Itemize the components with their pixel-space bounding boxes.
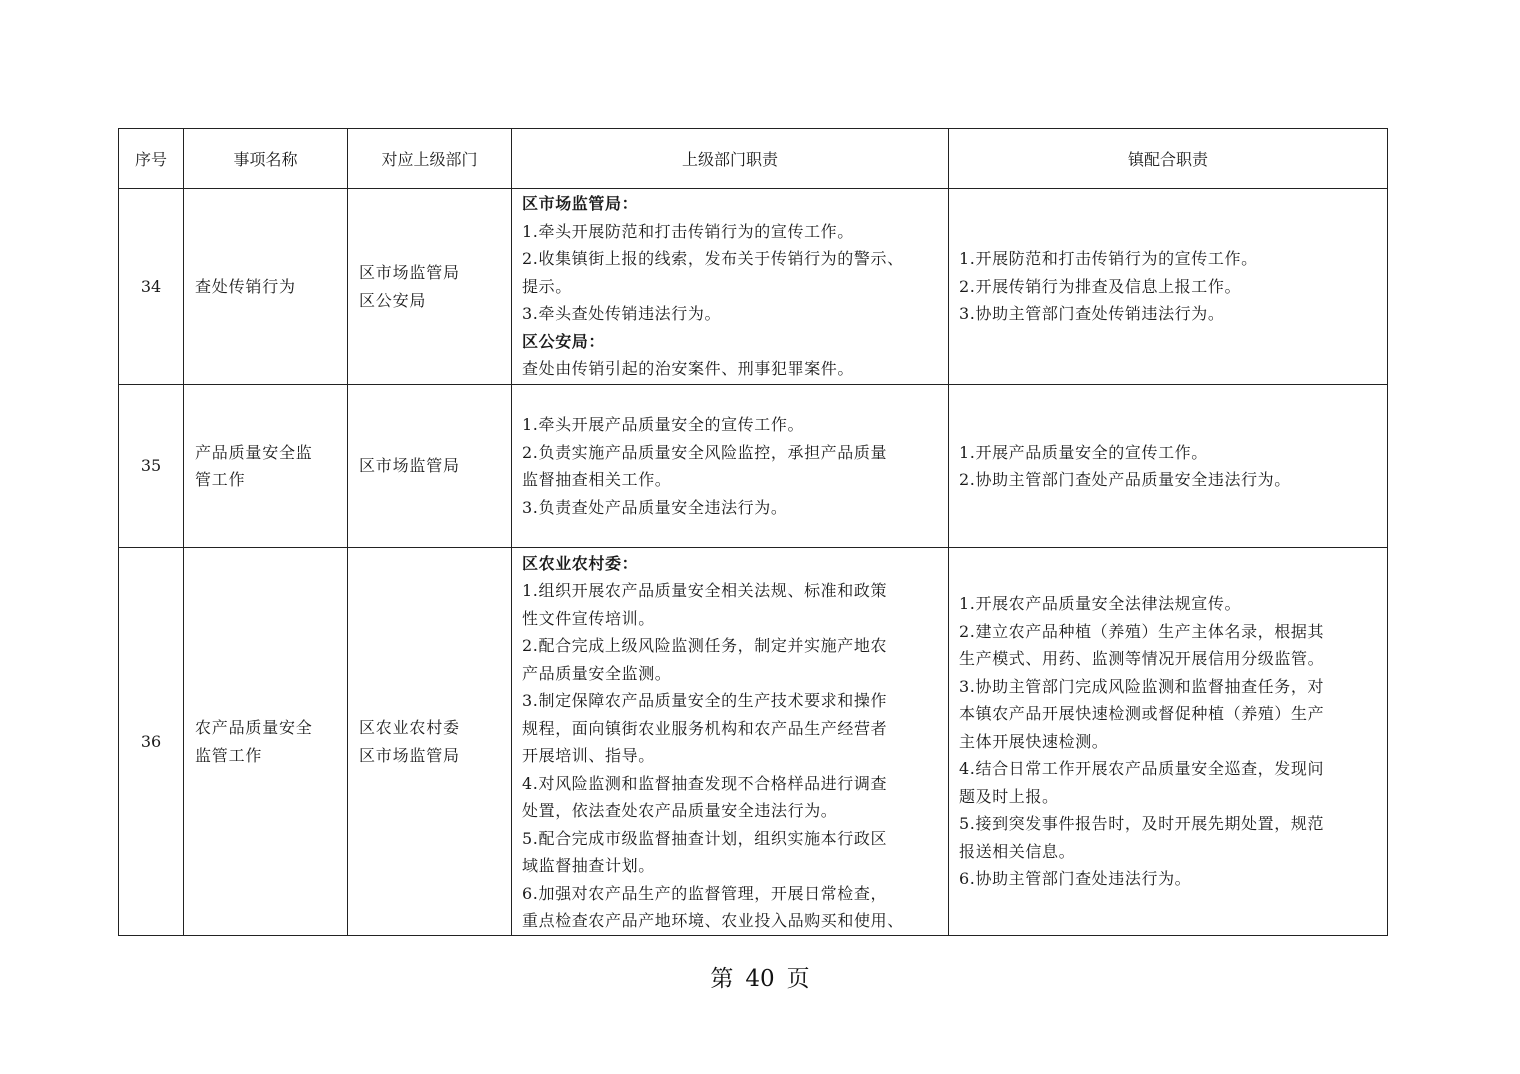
town-duty-line: 4.结合日常工作开展农产品质量安全巡查，发现问: [959, 759, 1325, 779]
header-row: [119, 129, 1388, 189]
town-duty-line: 本镇农产品开展快速检测或督促种植（养殖）生产: [959, 704, 1325, 724]
duty-line: 2.收集镇街上报的线索，发布关于传销行为的警示、: [522, 249, 904, 269]
duty-line: 5.配合完成市级监督抽查计划，组织实施本行政区: [522, 828, 888, 848]
duty-line: 开展培训、指导。: [522, 746, 655, 765]
duty-group-title: 区市场监管局：: [522, 194, 639, 214]
duty-group-title: 区公安局：: [522, 331, 606, 351]
dept-line: 区市场监管局: [359, 745, 460, 765]
duty-line: 1.组织开展农产品质量安全相关法规、标准和政策: [522, 581, 888, 600]
duty-line: 2.配合完成上级风险监测任务，制定并实施产地农: [522, 636, 888, 655]
town-duty-line: 题及时上报。: [959, 786, 1059, 806]
town-duty-line: 主体开展快速检测。: [959, 731, 1109, 751]
town-duty-line: 生产模式、用药、监测等情况开展信用分级监管。: [959, 649, 1325, 669]
dept-line: 区市场监管局: [359, 263, 460, 282]
duty-line: 重点检查农产品产地环境、农业投入品购买和使用、: [522, 911, 904, 930]
duty-line: 提示。: [522, 276, 572, 296]
page-prefix: 第: [710, 966, 734, 992]
table-row: [119, 189, 1388, 385]
duty-line: 3.牵头查处传销违法行为。: [522, 304, 722, 324]
duty-line: 1.牵头开展产品质量安全的宣传工作。: [522, 415, 805, 434]
duty-line: 1.牵头开展防范和打击传销行为的宣传工作。: [522, 221, 854, 241]
row-duties: [512, 548, 949, 936]
row-duties: [512, 189, 949, 385]
row-dept: [348, 385, 512, 548]
page-footer: [0, 960, 1520, 993]
duty-line: 查处由传销引起的治安案件、刑事犯罪案件。: [522, 359, 855, 379]
table-row: [119, 385, 1388, 548]
dept-line: 区农业农村委: [359, 718, 460, 737]
row-item-name: [184, 189, 348, 385]
row-item-name: [184, 385, 348, 548]
duty-line: 性文件宣传培训。: [522, 608, 655, 628]
header-item-name: 事项名称: [184, 129, 348, 189]
duty-line: 产品质量安全监测。: [522, 663, 672, 683]
item-name-line: 产品质量安全监: [195, 442, 313, 462]
duty-line: 处置，依法查处农产品质量安全违法行为。: [522, 801, 838, 820]
header-town-duties: 镇配合职责: [949, 129, 1388, 189]
header-seq: 序号: [119, 129, 184, 189]
item-name-line: 管工作: [195, 470, 246, 489]
row-town-duties: [949, 385, 1388, 548]
row-dept: [348, 548, 512, 936]
item-name-line: 查处传销行为: [195, 276, 296, 296]
page-suffix: 页: [786, 966, 810, 992]
dept-line: 区市场监管局: [359, 456, 460, 476]
town-duty-line: 3.协助主管部门查处传销违法行为。: [959, 304, 1225, 324]
duty-table: [118, 128, 1388, 936]
town-duty-line: 2.开展传销行为排查及信息上报工作。: [959, 276, 1242, 296]
town-duty-line: 2.建立农产品种植（养殖）生产主体名录，根据其: [959, 621, 1325, 641]
duty-line: 规程，面向镇街农业服务机构和农产品生产经营者: [522, 718, 888, 738]
town-duty-line: 1.开展农产品质量安全法律法规宣传。: [959, 594, 1242, 614]
header-dept: 对应上级部门: [348, 129, 512, 189]
town-duty-line: 6.协助主管部门查处违法行为。: [959, 869, 1192, 889]
header-duties: 上级部门职责: [512, 129, 949, 189]
town-duty-line: 3.协助主管部门完成风险监测和监督抽查任务，对: [959, 676, 1325, 696]
town-duty-line: 2.协助主管部门查处产品质量安全违法行为。: [959, 470, 1291, 489]
page-number: 40: [745, 966, 775, 992]
row-seq: 34: [119, 189, 184, 385]
town-duty-line: 1.开展产品质量安全的宣传工作。: [959, 442, 1208, 462]
row-item-name: [184, 548, 348, 936]
dept-line: 区公安局: [359, 290, 427, 310]
duty-clip: [522, 550, 942, 935]
row-town-duties: [949, 548, 1388, 936]
town-duty-line: 报送相关信息。: [959, 841, 1076, 861]
duty-line: 2.负责实施产品质量安全风险监控，承担产品质量: [522, 442, 888, 462]
duty-line: 3.负责查处产品质量安全违法行为。: [522, 497, 788, 517]
duty-line: 域监督抽查计划。: [522, 856, 655, 875]
row-town-duties: [949, 189, 1388, 385]
row-seq: 36: [119, 548, 184, 936]
item-name-line: 农产品质量安全: [195, 718, 313, 737]
town-duty-line: 5.接到突发事件报告时，及时开展先期处置，规范: [959, 814, 1325, 834]
duty-line: 4.对风险监测和监督抽查发现不合格样品进行调查: [522, 773, 888, 793]
row-duties: [512, 385, 949, 548]
table-row: [119, 548, 1388, 936]
row-seq: 35: [119, 385, 184, 548]
duty-line: 监督抽查相关工作。: [522, 470, 672, 489]
duty-line: 6.加强对农产品生产的监督管理，开展日常检查，: [522, 883, 888, 903]
item-name-line: 监管工作: [195, 745, 263, 765]
town-duty-line: 1.开展防范和打击传销行为的宣传工作。: [959, 249, 1258, 269]
duty-group-title: 区农业农村委：: [522, 553, 639, 573]
duty-line: 3.制定保障农产品质量安全的生产技术要求和操作: [522, 691, 888, 710]
row-dept: [348, 189, 512, 385]
